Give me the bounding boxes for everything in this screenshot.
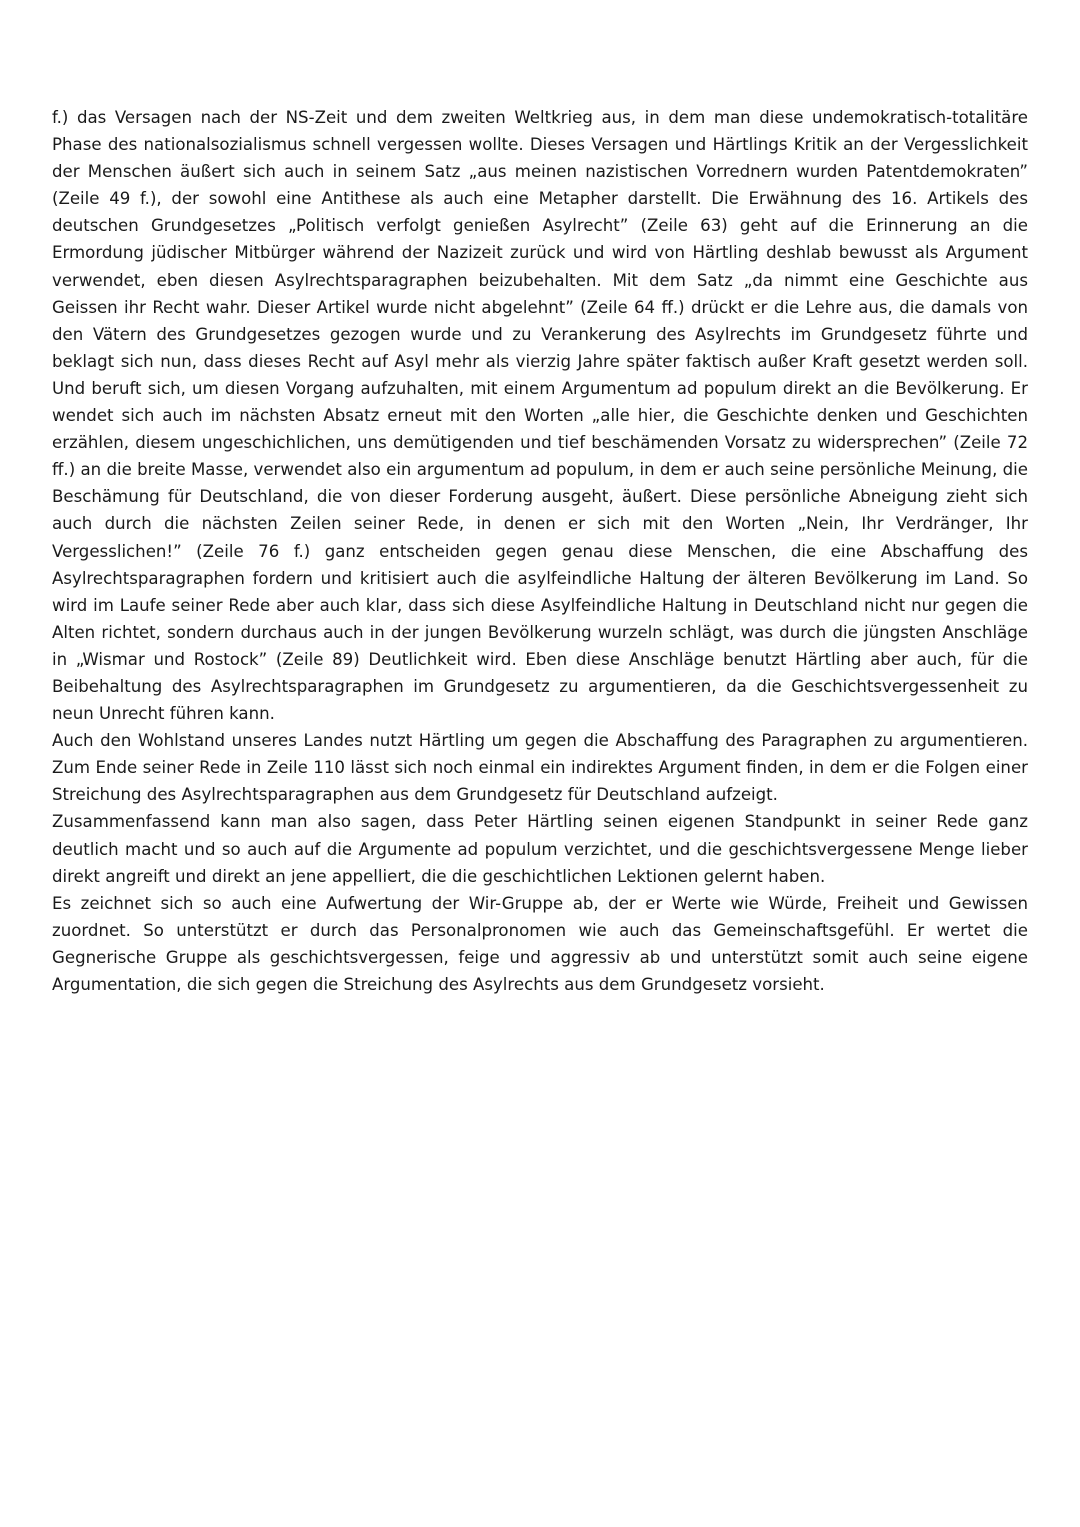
- paragraph-summary: Zusammenfassend kann man also sagen, dass Peter Härtling seinen eigenen Standpunkt in seiner Rede ganz deutlich macht und so auch auf die Argumente ad populum verzichtet, und die geschichtsvergessene Menge lieber direkt angreift und direkt an jene appelliert, die die geschichtlichen Lektionen gelernt haben.: [52, 812, 1028, 886]
- paragraph-analysis: f.) das Versagen nach der NS-Zeit und dem zweiten Weltkrieg aus, in dem man diese undemokratisch-totalitäre Phase des nationalsozialismus schnell vergessen wollte. Dieses Versagen und Härtlings Kritik an der Vergesslichkeit der Menschen äußert sich auch in seinem Satz „aus meinen nazistischen Vorrednern wurden Patentdemokraten” (Zeile 49 f.), der sowohl eine Antithese als auch eine Metapher darstellt. Die Erwähnung des 16. Artikels des deutschen Grundgesetzes „Politisch verfolgt genießen Asylrecht” (Zeile 63) geht auf die Erinnerung an die Ermordung jüdischer Mitbürger während der Nazizeit zurück und wird von Härtling deshlab bewusst als Argument verwendet, eben diesen Asylrechtsparagraphen beizubehalten. Mit dem Satz „da nimmt eine Geschichte aus Geissen ihr Recht wahr. Dieser Artikel wurde nicht abgelehnt” (Zeile 64 ff.) drückt er die Lehre aus, die damals von den Vätern des Grundgesetzes gezogen wurde und zu Verankerung des Asylrechts im Grundgesetz führte und beklagt sich nun, dass dieses Recht auf Asyl mehr als vierzig Jahre später faktisch außer Kraft gesetzt werden soll. Und beruft sich, um diesen Vorgang aufzuhalten, mit einem Argumentum ad populum direkt an die Bevölkerung. Er wendet sich auch im nächsten Absatz erneut mit den Worten „alle hier, die Geschichte denken und Geschichten erzählen, diesem ungeschichlichen, uns demütigenden und tief beschämenden Vorsatz zu widersprechen” (Zeile 72 ff.) an die breite Masse, verwendet also ein argumentum ad populum, in dem er auch seine persönliche Meinung, die Beschämung für Deutschland, die von dieser Forderung ausgeht, äußert. Diese persönliche Abneigung zieht sich auch durch die nächsten Zeilen seiner Rede, in denen er sich mit den Worten „Nein, Ihr Verdränger, Ihr Vergesslichen!” (Zeile 76 f.) ganz entscheiden gegen genau diese Menschen, die eine Abschaffung des Asylrechtsparagraphen fordern und kritisiert auch die asylfeindliche Haltung der älteren Bevölkerung im Land. So wird im Laufe seiner Rede aber auch klar, dass sich diese Asylfeindliche Haltung in Deutschland nicht nur gegen die Alten richtet, sondern durchaus auch in der jungen Bevölkerung wurzeln schlägt, was durch die jüngsten Anschläge in „Wismar und Rostock” (Zeile 89) Deutlichkeit wird. Eben diese Anschläge benutzt Härtling aber auch, für die Beibehaltung des Asylrechtsparagraphen im Grundgesetz zu argumentieren, da die Geschichtsvergessenheit zu neun Unrecht führen kann.: [52, 108, 1028, 724]
- paragraph-wir-gruppe: Es zeichnet sich so auch eine Aufwertung der Wir-Gruppe ab, der er Werte wie Würde, Freiheit und Gewissen zuordnet. So unterstützt er durch das Personalpronomen wie auch das Gemeinschaftsgefühl. Er wertet die Gegnerische Gruppe als geschichtsvergessen, feige und aggressiv ab und unterstützt somit auch seine eigene Argumentation, die sich gegen die Streichung des Asylrechts aus dem Grundgesetz vorsieht.: [52, 893, 1028, 994]
- paragraph-wohlstand: Auch den Wohlstand unseres Landes nutzt Härtling um gegen die Abschaffung des Paragraphen zu argumentieren. Zum Ende seiner Rede in Zeile 110 lässt sich noch einmal ein indirektes Argument finden, in dem er die Folgen einer Streichung des Asylrechtsparagraphen aus dem Grundgesetz für Deutschland aufzeigt.: [52, 731, 1028, 805]
- document-page: [52, 104, 1028, 998]
